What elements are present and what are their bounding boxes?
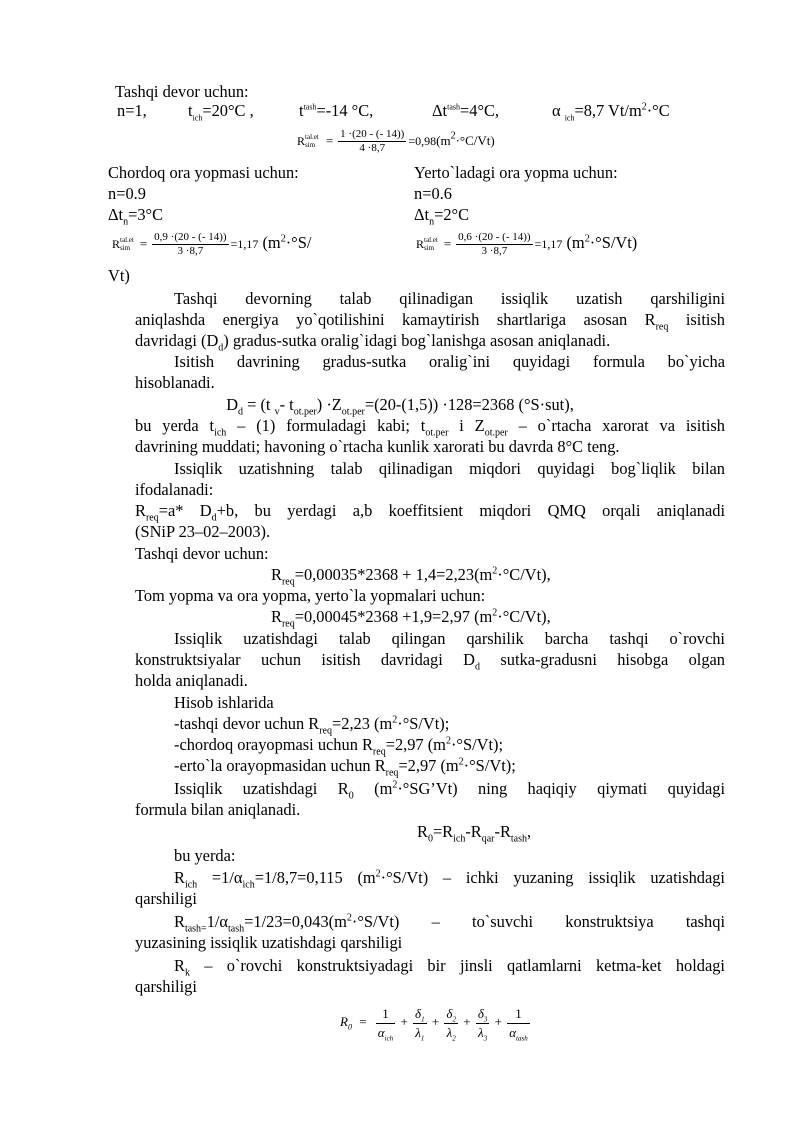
- p2-line2: hisoblanadi.: [135, 373, 215, 392]
- p4-line3: $R_{req}=a*$ $D_d+b$, bu yerdagi a,b koeffitsient miqdori QMQ orqali aniqlanadi: [135, 501, 725, 524]
- formula-r-tashqi: R tal.et sim = $\frac{1 \cdot(20 - (- 14))}{4 \cdot 8,7}$ $=0,98(m^2\cdot^\circ C/Vt)$: [297, 127, 495, 154]
- p5-line1: Issiqlik uzatishdagi talab qilingan qarshilik barcha tashqi o`rovchi: [174, 629, 725, 648]
- section-title-tashqi-devor: Tashqi devor uchun:: [115, 82, 249, 101]
- rich-line2: qarshiligi: [135, 889, 197, 908]
- p4-line1: Issiqlik uzatishning talab qilinadigan miqdori quyidagi bog`liqlik bilan: [174, 459, 725, 478]
- p1-line1: Tashqi devorning talab qilinadigan issiqlik uzatish qarshiligini: [174, 289, 725, 308]
- hisob-item-ertola: -erto`la orayopmasidan uchun $R_{req}=2,97$ $(m^2\cdot^\circ S/Vt)$;: [174, 756, 516, 779]
- param-n: n=1,: [117, 101, 147, 120]
- rk-line1: $R_k$ – o`rovchi konstruktsiyadagi bir jinsli qatlamlarni ketma-ket holdagi: [174, 956, 725, 979]
- rtash-line1: $R_{tash=}1/\alpha_{tash}=1/23=0,043(m^2\cdot^\circ S/Vt)$ – to`suvchi konstruktsiya tashqi: [174, 912, 725, 935]
- yertola-n: n=0.6: [414, 184, 452, 203]
- term-1: $\frac{1}{\alpha_{ich}}$: [377, 1005, 394, 1043]
- chordoq-unit-wrap: Vt): [108, 266, 130, 285]
- rich-line1: $R_{ich} =1/\alpha_{ich}=1/8,7=0,115$ $(m^2\cdot^\circ S/Vt)$ – ichki yuzaning issiqlik uzatishdagi: [174, 868, 725, 891]
- p1-line2: aniqlashda energiya yo`qotilishini kamaytirish shartlariga asosan $R_{req}$ isitish: [135, 310, 725, 333]
- hisob-item-devor: -tashqi devor uchun $R_{req}=2,23$ $(m^2\cdot^\circ S/Vt)$;: [174, 714, 450, 737]
- p3-line1: bu yerda $t_{ich} - (1)$ formuladagi kabi; $t_{ot.per}$ i $Z_{ot.per}$ – o`rtacha xarorat va isitish: [135, 416, 725, 439]
- param-alpha: α $_{ich}$=8,7 $Vt/m^2\cdot^\circ C$: [552, 101, 670, 123]
- p5-line2: konstruktsiyalar uchun isitish davridagi $D_d$ sutka-gradusni hisobga olgan: [135, 650, 725, 673]
- p5-line3: holda aniqlanadi.: [135, 671, 248, 690]
- param-dt: $\Delta t^{tash}=4^\circ C$,: [432, 101, 500, 120]
- p4-line4: (SNiP 23–02–2003).: [135, 522, 271, 541]
- section-title-yertola: Yerto`ladagi ora yopma uchun:: [414, 163, 618, 182]
- term-4: $\frac{\delta_3}{\lambda_3}$: [477, 1005, 488, 1043]
- chordoq-n: n=0.9: [108, 184, 146, 203]
- term-5: $\frac{1}{\alpha_{tash}}$: [509, 1005, 528, 1043]
- params-line: [117, 101, 717, 121]
- param-ttash: $t^{tash}=-14$ °C,: [299, 101, 374, 120]
- p2-line1: Isitish davrining gradus-sutka oralig`ini quyidagi formula bo`yicha: [174, 352, 725, 371]
- formula-r0-sum: $R_0$ = $\frac{1}{\alpha_{ich}}$ + $\frac{\delta_1}{\lambda_1}$ + $\frac{\delta_2}{\lambda_2}$ + $\frac{\delta_3}{\lambda_3}$ + $\frac{1}{\alpha_{tash}}$: [340, 1005, 528, 1043]
- term-2: $\frac{\delta_1}{\lambda_1}$: [415, 1005, 425, 1043]
- formula-dd: $D_d = (t$ $_v$- $t_{ot.per}) \cdot Z_{ot.per}=(20-(1,5)) \cdot 128=2368$ (°S·sut),: [226, 395, 574, 418]
- term-3: $\frac{\delta_2}{\lambda_2}$: [446, 1005, 456, 1043]
- yertola-dt: $\Delta t_n=2^\circ C$: [414, 205, 470, 228]
- td-formula: $R_{req}=0,00035*2368 + 1,4=2,23(m^2\cdot^\circ C/Vt)$,: [271, 565, 551, 588]
- bu-yerda: bu yerda:: [174, 846, 236, 865]
- chordoq-dt: $\Delta t_n=3^\circ C$: [108, 205, 164, 228]
- p6-line1: Issiqlik uzatishdagi $R_0$ $(m^2\cdot^\circ SG’Vt)$ ning haqiqiy qiymati quyidagi: [174, 779, 725, 802]
- td-title: Tashqi devor uchun:: [135, 544, 269, 563]
- p4-line2: ifodalanadi:: [135, 480, 214, 499]
- formula-r-yertola: R tal.et sim = $\frac{0,6 \cdot(20 - (- 14))}{3 \cdot 8,7}$ =1,17 $(m^2\cdot^\circ S/Vt)$: [416, 230, 638, 257]
- hisob-title: Hisob ishlarida: [174, 693, 274, 712]
- tom-formula: $R_{req}=0,00045*2368 +1,9=2,97$ $(m^2\cdot^\circ C/Vt)$,: [271, 607, 551, 630]
- param-tich: $t_{ich}=20^\circ C$ ,: [188, 101, 254, 123]
- formula-r0: $R_0=R_{ich}-R_{qar}-R_{tash}$,: [417, 822, 532, 845]
- p6-line2: formula bilan aniqlanadi.: [135, 800, 301, 819]
- hisob-item-chordoq: -chordoq orayopmasi uchun $R_{req}=2,97$ $(m^2\cdot^\circ S/Vt)$;: [174, 735, 504, 758]
- p3-line2: davrining muddati; havoning o`rtacha kunlik xarorati bu davrda 8°C teng.: [135, 437, 620, 456]
- rtash-line2: yuzasining issiqlik uzatishdagi qarshiligi: [135, 933, 403, 952]
- p1-line3: davridagi $(D_d)$ gradus-sutka oralig`idagi bog`lanishga asosan aniqlanadi.: [135, 331, 611, 354]
- formula-r-chordoq: R tal.et sim = $\frac{0,9 \cdot(20 - (- 14))}{3 \cdot 8,7}$ =1,17 ($m^2\cdot^\circ S/$: [112, 230, 312, 257]
- tom-title: Tom yopma va ora yopma, yerto`la yopmalari uchun:: [135, 586, 486, 605]
- rk-line2: qarshiligi: [135, 977, 197, 996]
- section-title-chordoq: Chordoq ora yopmasi uchun:: [108, 163, 299, 182]
